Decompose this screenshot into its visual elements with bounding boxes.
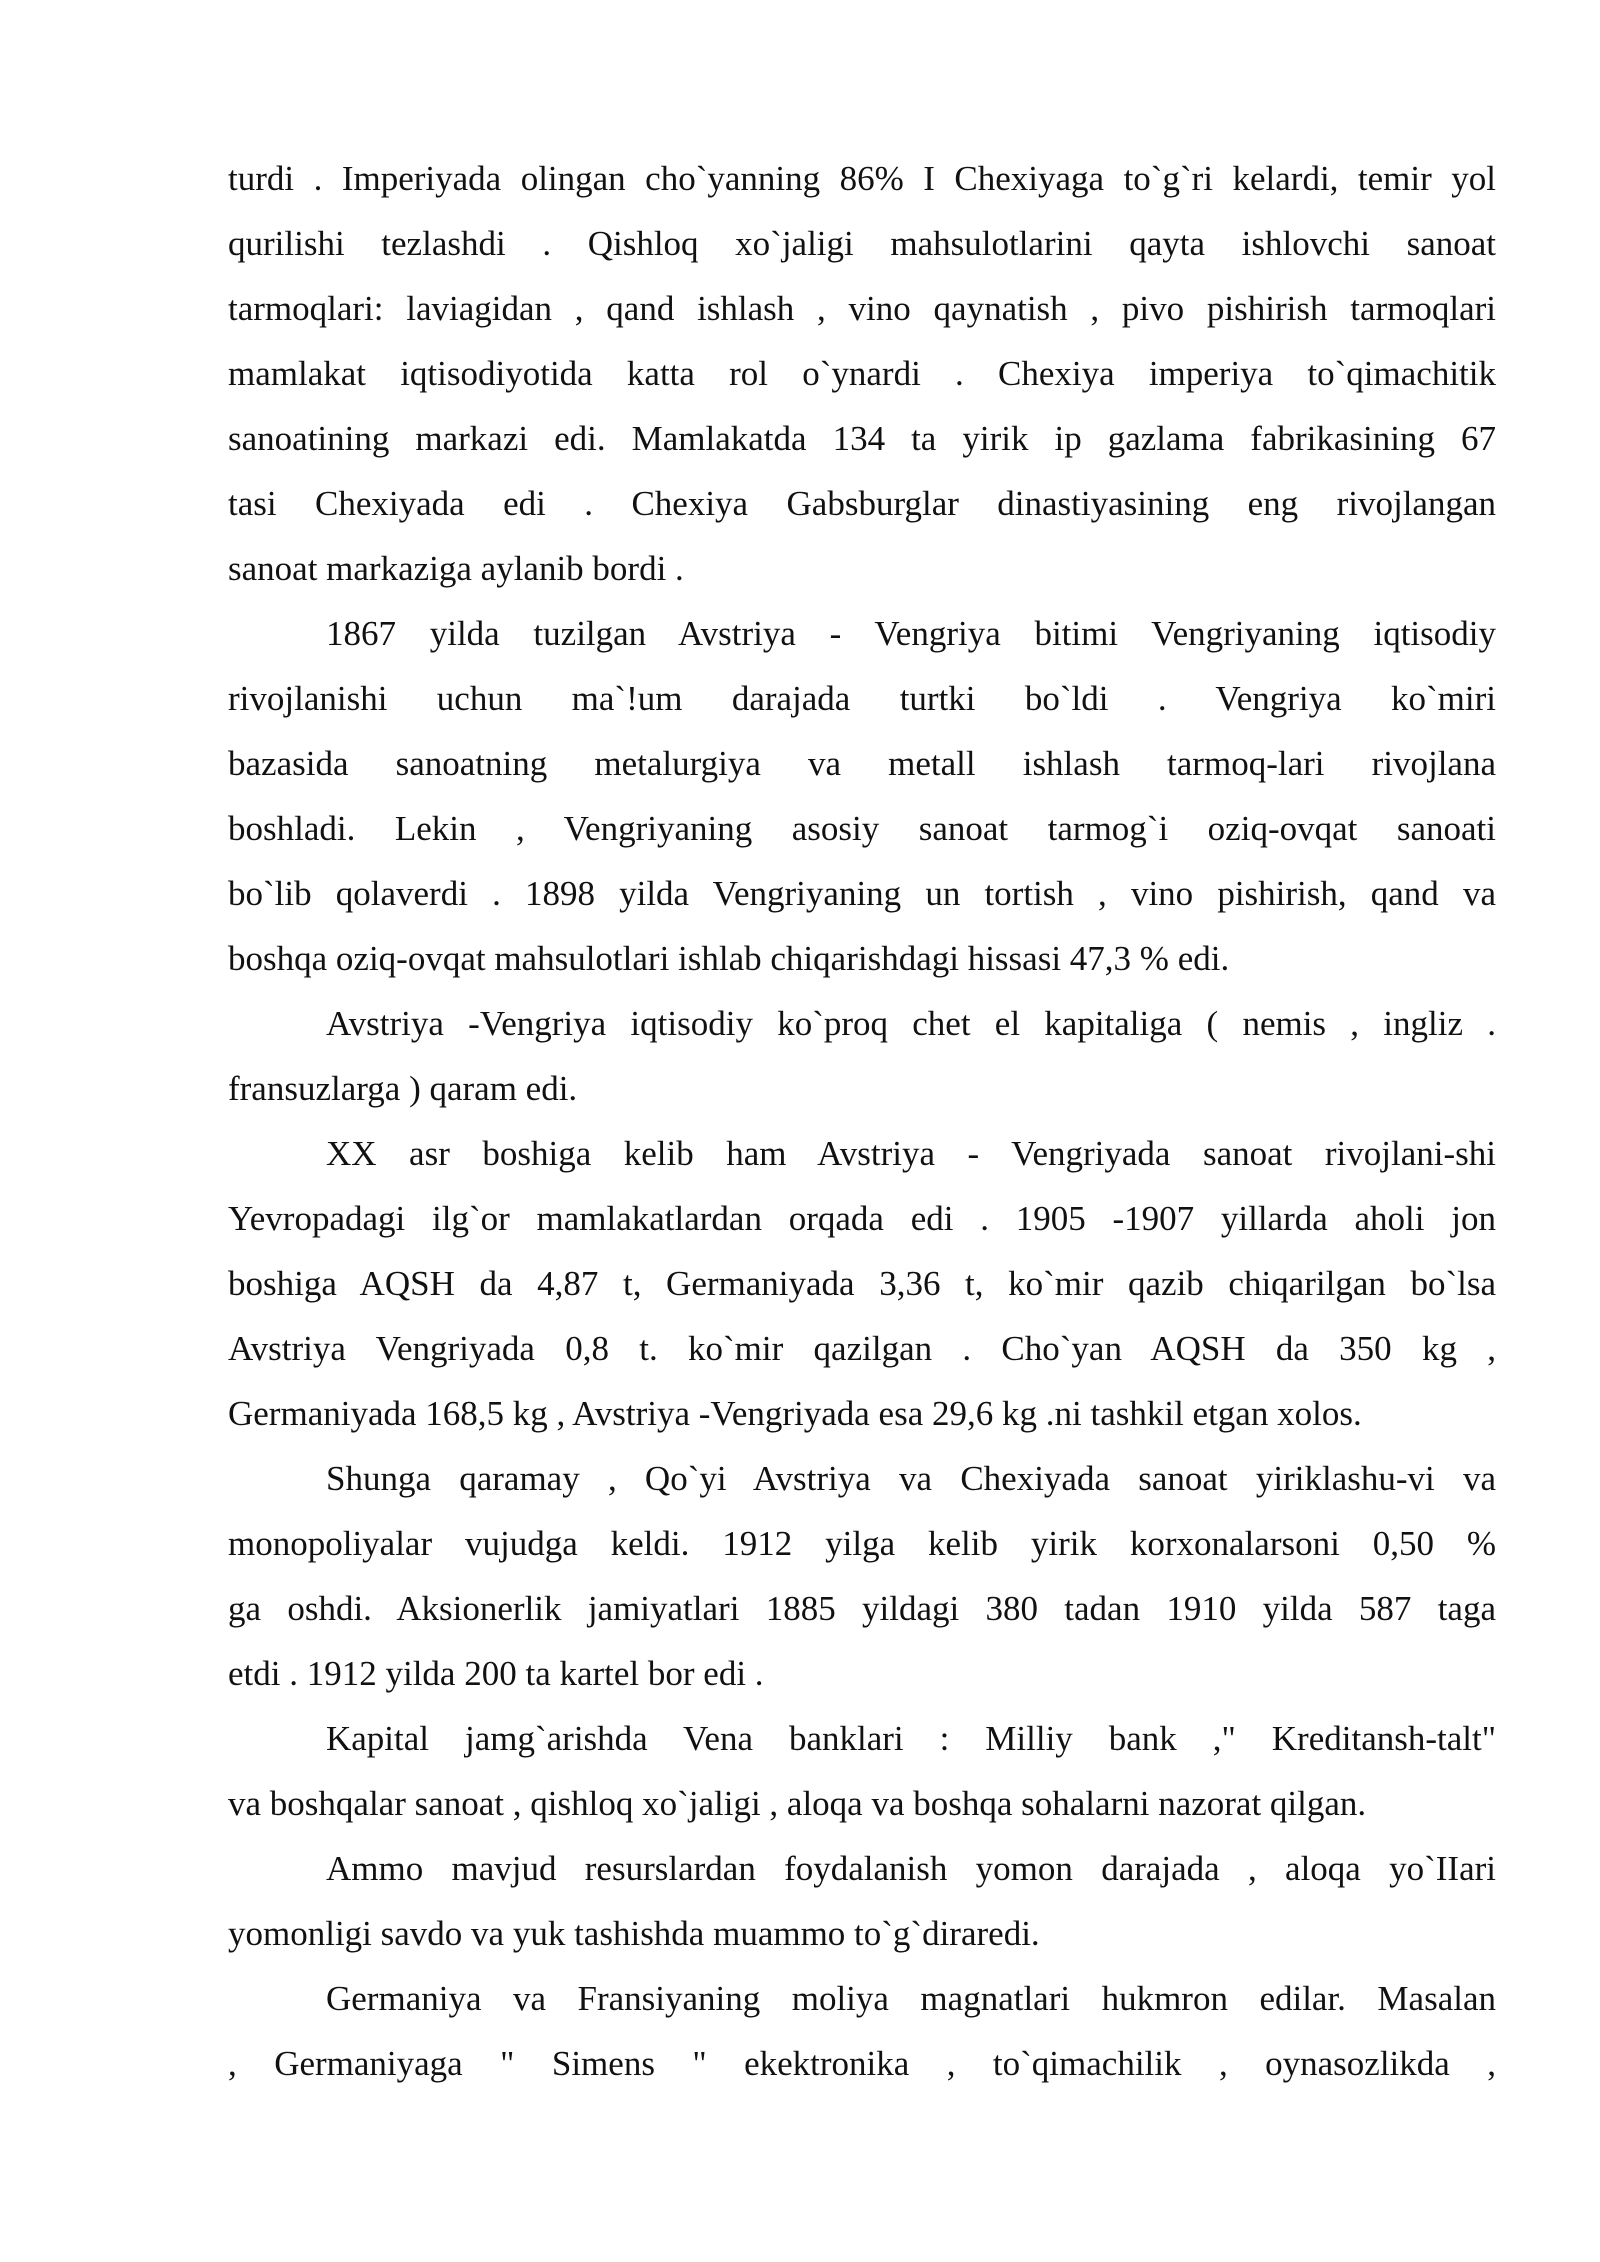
- paragraph-2: [228, 601, 1496, 991]
- text-line: qurilishi tezlashdi . Qishloq xo`jaligi mahsulotlarini qayta ishlovchi sanoat: [228, 224, 1496, 263]
- text-line: bo`lib qolaverdi . 1898 yilda Vengriyaning un tortish , vino pishirish, qand va: [228, 874, 1496, 913]
- text-line: turdi . Imperiyada olingan cho`yanning 86% I Chexiyaga to`g`ri kelardi, temir yol: [228, 159, 1496, 198]
- paragraph-6: [228, 1706, 1496, 1836]
- text-line: mamlakat iqtisodiyotida katta rol o`ynardi . Chexiya imperiya to`qimachitik: [228, 354, 1496, 393]
- text-line: fransuzlarga ) qaram edi.: [228, 1069, 578, 1108]
- text-line: boshladi. Lekin , Vengriyaning asosiy sanoat tarmog`i oziq-ovqat sanoati: [228, 809, 1496, 848]
- text-line: Shunga qaramay , Qo`yi Avstriya va Chexiyada sanoat yiriklashu-vi va: [326, 1459, 1496, 1498]
- text-line: ga oshdi. Aksionerlik jamiyatlari 1885 yildagi 380 tadan 1910 yilda 587 taga: [228, 1589, 1496, 1628]
- text-line: , Germaniyaga " Simens " ekektronika , to`qimachilik , oynasozlikda ,: [228, 2044, 1496, 2083]
- document-page: [228, 146, 1496, 2096]
- paragraph-3: [228, 991, 1496, 1121]
- text-line: boshiga AQSH da 4,87 t, Germaniyada 3,36 t, ko`mir qazib chiqarilgan bo`lsa: [228, 1264, 1496, 1303]
- text-line: tarmoqlari: laviagidan , qand ishlash , vino qaynatish , pivo pishirish tarmoqlari: [228, 289, 1496, 328]
- text-line: rivojlanishi uchun ma`!um darajada turtki bo`ldi . Vengriya ko`miri: [228, 679, 1496, 718]
- paragraph-5: [228, 1446, 1496, 1706]
- text-line: Germaniya va Fransiyaning moliya magnatlari hukmron edilar. Masalan: [326, 1979, 1496, 2018]
- text-line: bazasida sanoatning metalurgiya va metall ishlash tarmoq-lari rivojlana: [228, 744, 1496, 783]
- text-line: Yevropadagi ilg`or mamlakatlardan orqada edi . 1905 -1907 yillarda aholi jon: [228, 1199, 1496, 1238]
- text-line: Avstriya -Vengriya iqtisodiy ko`proq chet el kapitaliga ( nemis , ingliz .: [326, 1004, 1496, 1043]
- paragraph-4: [228, 1121, 1496, 1446]
- text-line: sanoatining markazi edi. Mamlakatda 134 ta yirik ip gazlama fabrikasining 67: [228, 419, 1496, 458]
- text-line: Germaniyada 168,5 kg , Avstriya -Vengriyada esa 29,6 kg .ni tashkil etgan xolos.: [228, 1394, 1362, 1433]
- text-line: etdi . 1912 yilda 200 ta kartel bor edi .: [228, 1654, 764, 1693]
- text-line: sanoat markaziga aylanib bordi .: [228, 549, 684, 588]
- text-line: va boshqalar sanoat , qishloq xo`jaligi , aloqa va boshqa sohalarni nazorat qilgan.: [228, 1784, 1367, 1823]
- text-line: boshqa oziq-ovqat mahsulotlari ishlab chiqarishdagi hissasi 47,3 % edi.: [228, 939, 1230, 978]
- paragraph-7: [228, 1836, 1496, 1966]
- text-line: Avstriya Vengriyada 0,8 t. ko`mir qazilgan . Cho`yan AQSH da 350 kg ,: [228, 1329, 1496, 1368]
- text-line: yomonligi savdo va yuk tashishda muammo to`g`diraredi.: [228, 1914, 1040, 1953]
- text-line: monopoliyalar vujudga keldi. 1912 yilga kelib yirik korxonalarsoni 0,50 %: [228, 1524, 1496, 1563]
- paragraph-1: [228, 146, 1496, 601]
- text-line: XX asr boshiga kelib ham Avstriya - Vengriyada sanoat rivojlani-shi: [326, 1134, 1496, 1173]
- paragraph-8: [228, 1966, 1496, 2096]
- text-line: tasi Chexiyada edi . Chexiya Gabsburglar dinastiyasining eng rivojlangan: [228, 484, 1496, 523]
- text-line: Ammo mavjud resurslardan foydalanish yomon darajada , aloqa yo`IIari: [326, 1849, 1496, 1888]
- text-line: 1867 yilda tuzilgan Avstriya - Vengriya bitimi Vengriyaning iqtisodiy: [326, 614, 1496, 653]
- text-line: Kapital jamg`arishda Vena banklari : Milliy bank ," Kreditansh-talt": [326, 1719, 1496, 1758]
